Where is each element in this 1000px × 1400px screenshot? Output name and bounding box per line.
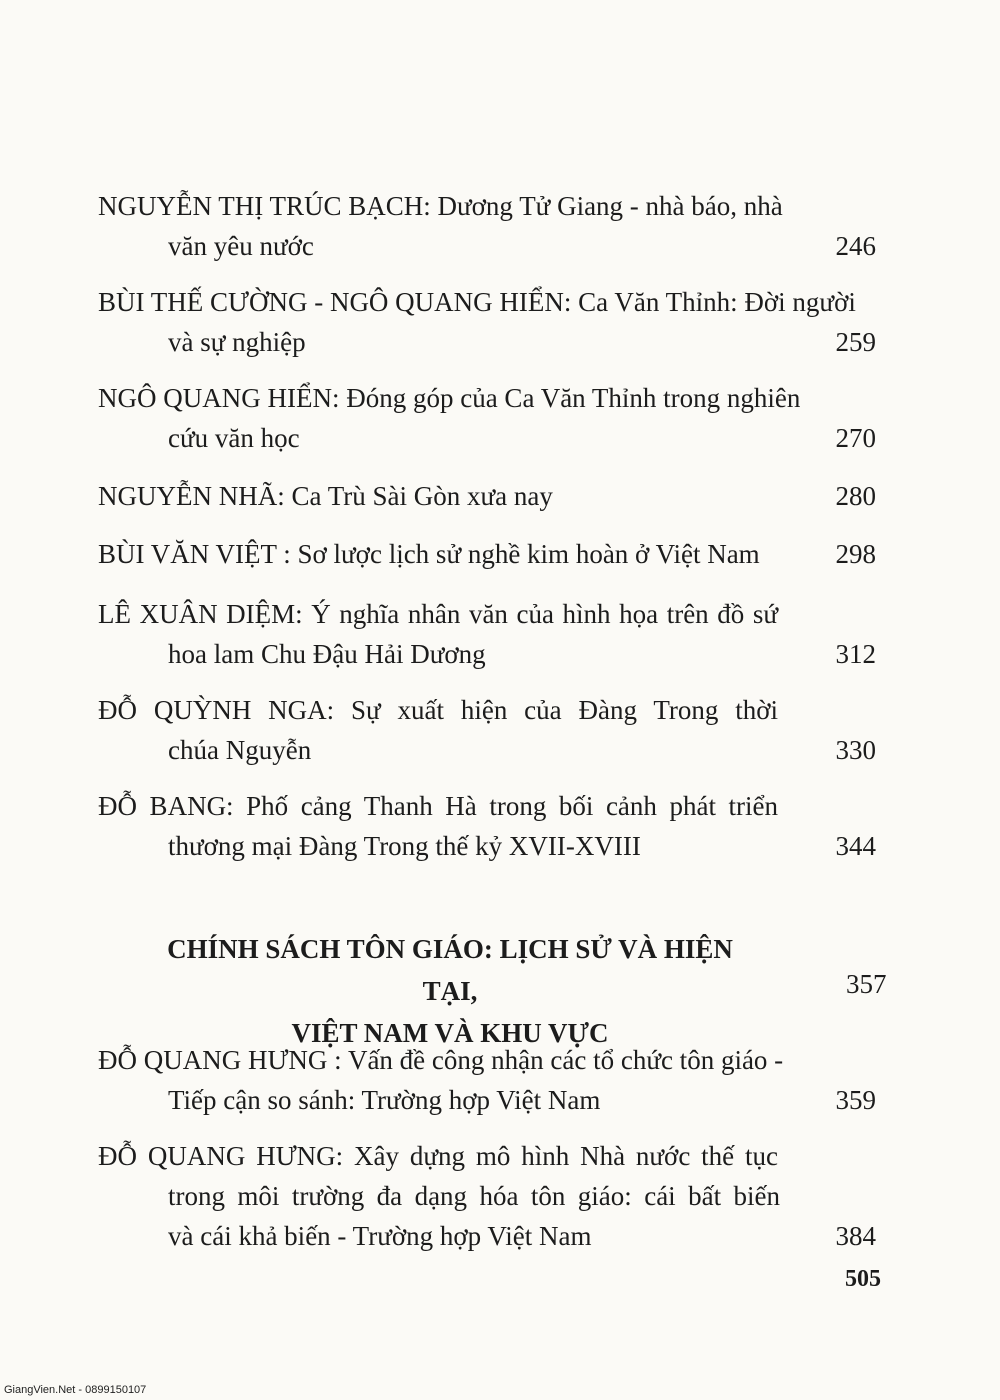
entry-author-title: NGUYỄN THỊ TRÚC BẠCH: Dương Tử Giang - nhà báo, nhà — [98, 191, 783, 221]
entry-title-continued: và sự nghiệp — [168, 327, 306, 357]
entry-page-number: 344 — [835, 831, 876, 861]
entry-title-continued: văn yêu nước — [168, 231, 314, 261]
toc-entry — [98, 690, 888, 770]
entry-author-title: NGUYỄN NHÃ: Ca Trù Sài Gòn xưa nay — [98, 481, 553, 511]
toc-entry — [98, 1040, 888, 1120]
section-heading-line: CHÍNH SÁCH TÔN GIÁO: LỊCH SỬ VÀ HIỆN TẠI, — [167, 934, 733, 1006]
entry-page-number: 246 — [835, 231, 876, 261]
entry-title-continued: trong môi trường đa dạng hóa tôn giáo: cái bất biến — [168, 1181, 780, 1211]
watermark-text: GiangVien.Net - 0899150107 — [4, 1384, 147, 1396]
entry-page-number: 298 — [835, 539, 876, 569]
toc-entry — [98, 534, 888, 574]
entry-author-title: ĐỖ BANG: Phố cảng Thanh Hà trong bối cảnh phát triển — [98, 791, 778, 821]
entry-title-continued: thương mại Đàng Trong thế kỷ XVII-XVIII — [168, 831, 641, 861]
entry-page-number: 384 — [835, 1221, 876, 1251]
entry-author-title: ĐỖ QUỲNH NGA: Sự xuất hiện của Đàng Trong thời — [98, 695, 778, 725]
entry-author-title: BÙI VĂN VIỆT : Sơ lược lịch sử nghề kim hoàn ở Việt Nam — [98, 539, 760, 569]
entry-author-title: BÙI THẾ CƯỜNG - NGÔ QUANG HIỂN: Ca Văn Thỉnh: Đời người — [98, 287, 856, 317]
entry-title-continued: Tiếp cận so sánh: Trường hợp Việt Nam — [168, 1085, 601, 1115]
toc-entry — [98, 476, 888, 516]
entry-title-continued: cứu văn học — [168, 423, 300, 453]
page-folio-number: 505 — [845, 1266, 881, 1292]
toc-entry — [98, 378, 888, 458]
toc-entry — [98, 1136, 888, 1256]
entry-page-number: 280 — [835, 481, 876, 511]
toc-entry — [98, 594, 888, 674]
entry-page-number: 259 — [835, 327, 876, 357]
entry-title-continued: chúa Nguyễn — [168, 735, 312, 765]
entry-author-title: ĐỖ QUANG HƯNG : Vấn đề công nhận các tổ chức tôn giáo - — [98, 1045, 784, 1075]
entry-page-number: 330 — [835, 735, 876, 765]
toc-entry — [98, 786, 888, 866]
entry-page-number: 270 — [835, 423, 876, 453]
entry-title-continued: hoa lam Chu Đậu Hải Dương — [168, 639, 486, 669]
entry-title-continued: và cái khả biến - Trường hợp Việt Nam — [168, 1221, 592, 1251]
entry-author-title: LÊ XUÂN DIỆM: Ý nghĩa nhân văn của hình họa trên đồ sứ — [98, 599, 778, 629]
section-page-number: 357 — [846, 969, 887, 999]
entry-page-number: 312 — [835, 639, 876, 669]
entry-author-title: NGÔ QUANG HIỂN: Đóng góp của Ca Văn Thỉnh trong nghiên — [98, 383, 801, 413]
toc-entry — [98, 282, 888, 362]
entry-page-number: 359 — [835, 1085, 876, 1115]
entry-author-title: ĐỖ QUANG HƯNG: Xây dựng mô hình Nhà nước thế tục — [98, 1141, 778, 1171]
section-heading-line: VIỆT NAM VÀ KHU VỰC — [291, 1018, 609, 1048]
section-heading — [140, 928, 760, 1054]
toc-entry — [98, 186, 888, 266]
